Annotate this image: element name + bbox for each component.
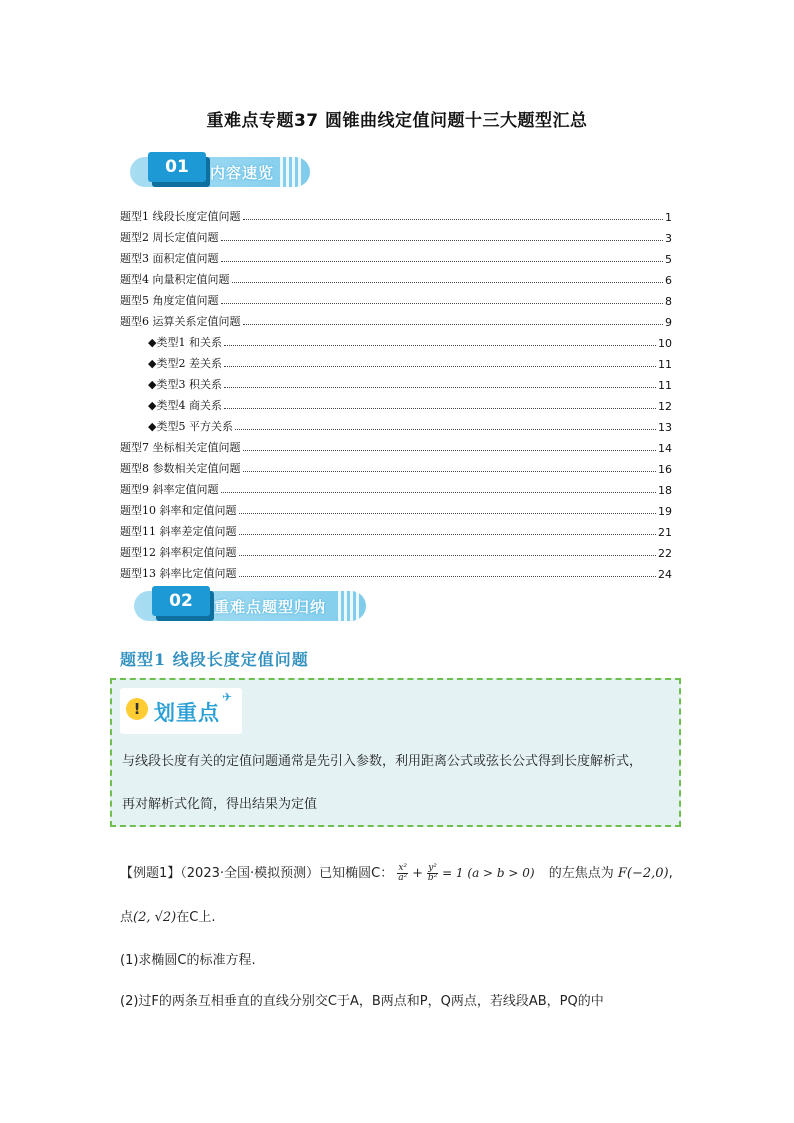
decorative-stripes — [280, 157, 302, 187]
toc-leader-dots — [224, 408, 656, 409]
toc-page-number: 21 — [658, 526, 672, 539]
toc-entry[interactable] — [120, 224, 672, 245]
toc-entry[interactable] — [120, 350, 672, 371]
toc-entry-title: 题型1 线段长度定值问题 — [120, 210, 241, 223]
example-line-2: 点(2, √2)在C上. — [120, 910, 216, 925]
toc-entry[interactable] — [120, 308, 672, 329]
toc-leader-dots — [221, 303, 664, 304]
page-title: 重难点专题37 圆锥曲线定值问题十三大题型汇总 — [206, 111, 588, 131]
toc-page-number: 22 — [658, 547, 672, 560]
toc-entry[interactable] — [120, 287, 672, 308]
toc-page-number: 11 — [658, 379, 672, 392]
focus-point: F(−2,0) — [617, 866, 669, 881]
question-2: (2)过F的两条互相垂直的直线分别交C于A，B两点和P，Q两点，若线段AB，PQ的中 — [120, 994, 604, 1009]
toc-page-number: 18 — [658, 484, 672, 497]
toc-leader-dots — [239, 534, 657, 535]
toc-leader-dots — [239, 513, 657, 514]
section-number: 02 — [152, 586, 210, 616]
example-middle: 的左焦点为 — [548, 866, 614, 881]
toc-leader-dots — [235, 429, 656, 430]
toc-entry[interactable] — [120, 497, 672, 518]
toc-entry-title: ◆类型2 差关系 — [148, 357, 222, 370]
toc-entry[interactable] — [120, 245, 672, 266]
toc-entry-title: 题型13 斜率比定值问题 — [120, 567, 237, 580]
table-of-contents — [120, 203, 672, 581]
toc-leader-dots — [243, 324, 664, 325]
toc-entry[interactable] — [120, 392, 672, 413]
toc-page-number: 1 — [665, 211, 672, 224]
toc-leader-dots — [221, 261, 664, 262]
toc-entry-title: ◆类型5 平方关系 — [148, 420, 233, 433]
toc-leader-dots — [221, 240, 664, 241]
toc-page-number: 9 — [665, 316, 672, 329]
toc-entry[interactable] — [120, 455, 672, 476]
toc-entry-title: 题型5 角度定值问题 — [120, 294, 219, 307]
toc-page-number: 16 — [658, 463, 672, 476]
toc-entry-title: 题型11 斜率差定值问题 — [120, 525, 237, 538]
toc-leader-dots — [243, 219, 664, 220]
toc-leader-dots — [232, 282, 664, 283]
toc-entry-title: ◆类型1 和关系 — [148, 336, 222, 349]
toc-entry[interactable] — [120, 539, 672, 560]
toc-entry-title: 题型4 向量积定值问题 — [120, 273, 230, 286]
toc-page-number: 19 — [658, 505, 672, 518]
example-prefix: 【例题1】（2023·全国·模拟预测）已知椭圆C： — [120, 866, 394, 881]
toc-entry-title: 题型2 周长定值问题 — [120, 231, 219, 244]
toc-entry-title: ◆类型3 积关系 — [148, 378, 222, 391]
example-line-1: 【例题1】（2023·全国·模拟预测）已知椭圆C： $\frac{\text{x²}}{\text{a²}}$ + $\frac{\text{y²}}{\text{b²}}$ = 1 (a > b > 0) 的左焦点为 F(−2,0), — [120, 863, 673, 883]
key-point-line-2: 再对解析式化简，得出结果为定值 — [122, 797, 318, 812]
toc-entry-title: 题型9 斜率定值问题 — [120, 483, 219, 496]
toc-leader-dots — [224, 387, 656, 388]
section-heading: 题型1 线段长度定值问题 — [120, 650, 309, 669]
toc-entry-title: ◆类型4 商关系 — [148, 399, 222, 412]
toc-entry-title: 题型7 坐标相关定值问题 — [120, 441, 241, 454]
toc-page-number: 10 — [658, 337, 672, 350]
section-number: 01 — [148, 152, 206, 182]
toc-leader-dots — [243, 471, 657, 472]
toc-entry-title: 题型10 斜率和定值问题 — [120, 504, 237, 517]
paper-plane-icon: ✈ — [222, 690, 233, 704]
toc-leader-dots — [221, 492, 657, 493]
toc-entry[interactable] — [120, 203, 672, 224]
toc-page-number: 11 — [658, 358, 672, 371]
toc-page-number: 3 — [665, 232, 672, 245]
badge-label: 划重点 — [154, 700, 220, 725]
toc-entry-title: 题型3 面积定值问题 — [120, 252, 219, 265]
toc-page-number: 12 — [658, 400, 672, 413]
toc-entry[interactable] — [120, 413, 672, 434]
toc-entry-title: 题型12 斜率积定值问题 — [120, 546, 237, 559]
toc-page-number: 6 — [665, 274, 672, 287]
toc-entry[interactable] — [120, 434, 672, 455]
key-point-badge — [120, 688, 242, 734]
toc-page-number: 5 — [665, 253, 672, 266]
section-label: 内容速览 — [210, 164, 275, 182]
toc-entry-title: 题型8 参数相关定值问题 — [120, 462, 241, 475]
decorative-stripes — [338, 591, 360, 621]
toc-leader-dots — [239, 555, 657, 556]
toc-entry[interactable] — [120, 266, 672, 287]
section-label: 重难点题型归纳 — [214, 598, 327, 616]
toc-page-number: 14 — [658, 442, 672, 455]
toc-page-number: 13 — [658, 421, 672, 434]
toc-entry-title: 题型6 运算关系定值问题 — [120, 315, 241, 328]
toc-leader-dots — [224, 366, 656, 367]
toc-page-number: 24 — [658, 568, 672, 581]
toc-page-number: 8 — [665, 295, 672, 308]
toc-entry[interactable] — [120, 560, 672, 581]
ellipse-equation: $\frac{\text{x²}}{\text{a²}}$ + $\frac{\text{y²}}{\text{b²}}$ = 1 (a > b > 0) — [398, 863, 535, 883]
point-coordinates: (2, √2) — [133, 910, 177, 925]
lightbulb-icon: ! — [126, 698, 148, 720]
toc-leader-dots — [239, 576, 657, 577]
toc-leader-dots — [243, 450, 657, 451]
section-banner-summary — [134, 586, 366, 626]
toc-entry[interactable] — [120, 371, 672, 392]
toc-leader-dots — [224, 345, 656, 346]
toc-entry[interactable] — [120, 518, 672, 539]
toc-entry[interactable] — [120, 329, 672, 350]
toc-entry[interactable] — [120, 476, 672, 497]
question-1: (1)求椭圆C的标准方程. — [120, 953, 256, 968]
key-point-line-1: 与线段长度有关的定值问题通常是先引入参数，利用距离公式或弦长公式得到长度解析式， — [122, 754, 643, 769]
section-banner-contents — [130, 152, 310, 192]
